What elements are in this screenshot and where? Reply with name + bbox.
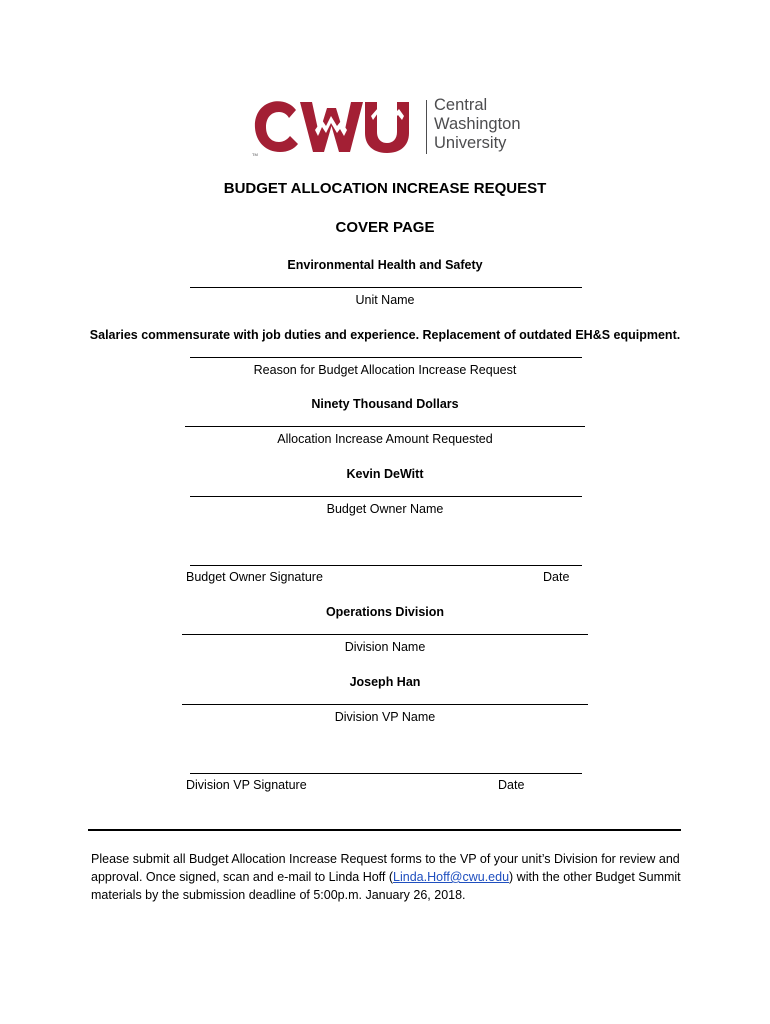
division-name-line [182,634,588,635]
owner-name-label: Budget Owner Name [326,502,444,516]
logo-line-central: Central [434,96,488,114]
unit-name-line [190,287,582,288]
logo-line-washington: Washington [434,115,521,133]
reason-line [190,357,582,358]
unit-name-label: Unit Name [355,293,415,307]
owner-signature-line [190,565,582,566]
svg-text:TM: TM [252,152,258,157]
owner-name-value: Kevin DeWitt [346,467,424,481]
cwu-logo-mark [252,96,422,158]
division-name-value: Operations Division [325,605,445,619]
division-name-label: Division Name [344,640,426,654]
amount-label: Allocation Increase Amount Requested [277,432,493,446]
owner-date-label: Date [543,570,570,584]
instructions-text-end: ) with the other Budget Summit materials by the submission deadline of 5:00p.m. January 26, 2018. [91,870,681,902]
vp-signature-line [190,773,582,774]
cwu-logo [252,96,522,160]
section-divider [88,829,681,831]
vp-name-value: Joseph Han [349,675,421,689]
owner-signature-label: Budget Owner Signature [186,570,323,584]
logo-divider [426,100,427,154]
instructions-text-start: Please submit all Budget Allocation Increase Request forms to the VP of your unit’s Division for review and approval. Once signed, scan and e-mail to Linda Hoff ( [91,852,680,884]
page-title: BUDGET ALLOCATION INCREASE REQUEST [223,180,547,197]
submission-instructions [91,850,691,904]
page-subtitle: COVER PAGE [335,219,435,236]
vp-name-label: Division VP Name [334,710,436,724]
logo-line-university: University [434,134,507,152]
amount-line [185,426,585,427]
reason-value: Salaries commensurate with job duties and experience. Replacement of outdated EH&S equipment. [89,328,681,342]
email-link[interactable]: Linda.Hoff@cwu.edu [393,870,510,884]
unit-name-value: Environmental Health and Safety [287,258,483,272]
owner-name-line [190,496,582,497]
reason-label: Reason for Budget Allocation Increase Request [253,363,517,377]
vp-name-line [182,704,588,705]
logo-wordmark [434,96,521,153]
vp-date-label: Date [498,778,525,792]
amount-value: Ninety Thousand Dollars [311,397,459,411]
vp-signature-label: Division VP Signature [186,778,307,792]
